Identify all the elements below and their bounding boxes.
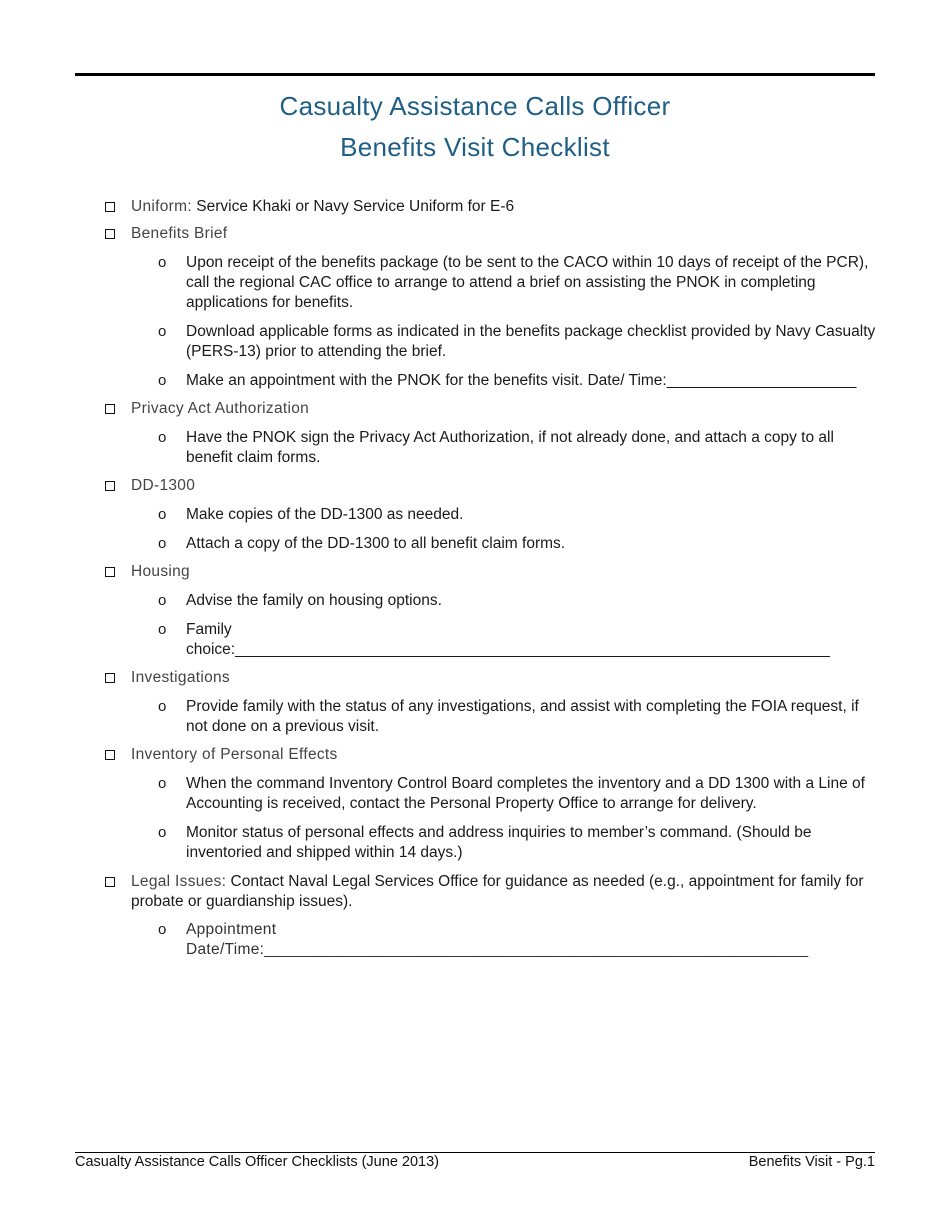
sub-item: [103, 697, 878, 737]
title-line-2: Benefits Visit Checklist: [340, 132, 610, 162]
inventory-label: Inventory of Personal Effects: [131, 746, 338, 763]
bullet: o: [158, 254, 167, 271]
sub-item: [103, 591, 878, 611]
sub-item-text: Upon receipt of the benefits package (to be sent to the CACO within 10 days of receipt of the PCR), call the regional CAC office to arrange to attend a brief on assisting the PNOK in completing applications for benefits.: [186, 254, 869, 311]
sub-item-text: Make an appointment with the PNOK for the benefits visit. Date/ Time:______________________: [186, 372, 857, 389]
bullet: o: [158, 921, 167, 938]
uniform-text: Service Khaki or Navy Service Uniform for E-6: [191, 198, 515, 215]
item-inventory: [103, 745, 878, 765]
uniform-label: Uniform:: [131, 198, 192, 215]
sub-item-text: Advise the family on housing options.: [186, 592, 442, 609]
checkbox[interactable]: [105, 404, 115, 414]
item-uniform: [103, 197, 878, 217]
bullet: o: [158, 429, 167, 446]
sub-item: [103, 322, 878, 362]
sub-item-text: When the command Inventory Control Board completes the inventory and a DD 1300 with a Line of Accounting is received, contact the Personal Property Office to arrange for delivery.: [186, 775, 865, 812]
checkbox[interactable]: [105, 750, 115, 760]
item-investigations: [103, 668, 878, 688]
dd1300-label: DD-1300: [131, 477, 196, 494]
title-line-1: Casualty Assistance Calls Officer: [279, 91, 671, 121]
benefits-brief-label: Benefits Brief: [131, 225, 228, 242]
checkbox[interactable]: [105, 481, 115, 491]
sub-item: [103, 371, 878, 391]
footer-rule: [75, 1152, 875, 1153]
sub-item-text: Appointment Date/Time:_____________________________________________________________: [186, 921, 809, 958]
sub-item: [103, 428, 878, 468]
checkbox[interactable]: [105, 229, 115, 239]
sub-item-text: Make copies of the DD-1300 as needed.: [186, 506, 464, 523]
checkbox[interactable]: [105, 877, 115, 887]
bullet: o: [158, 698, 167, 715]
sub-item-text: Family choice:_____________________________________________________________________: [186, 621, 830, 658]
investigations-label: Investigations: [131, 669, 230, 686]
checklist: [103, 197, 878, 960]
sub-item-text: Download applicable forms as indicated in the benefits package checklist provided by Navy Casualty (PERS-13) prior to attending the brief.: [186, 323, 876, 360]
footer-left: Casualty Assistance Calls Officer Checklists (June 2013): [75, 1154, 439, 1170]
page-title: [75, 86, 875, 168]
bullet: o: [158, 592, 167, 609]
checkbox[interactable]: [105, 202, 115, 212]
item-legal: [103, 872, 878, 912]
sub-item: [103, 534, 878, 554]
item-privacy-act: [103, 399, 878, 419]
sub-item: [103, 620, 878, 660]
top-rule: [75, 73, 875, 76]
checkbox[interactable]: [105, 567, 115, 577]
bullet: o: [158, 775, 167, 792]
footer-page-number: Benefits Visit - Pg.1: [748, 1154, 875, 1170]
checkbox[interactable]: [105, 673, 115, 683]
item-housing: [103, 562, 878, 582]
sub-item: [103, 774, 878, 814]
legal-label: Legal Issues:: [131, 873, 227, 890]
item-benefits-brief: [103, 224, 878, 244]
sub-item: [103, 505, 878, 525]
housing-label: Housing: [131, 563, 190, 580]
privacy-act-label: Privacy Act Authorization: [131, 400, 310, 417]
bullet: o: [158, 535, 167, 552]
sub-item: [103, 253, 878, 313]
sub-item-text: Provide family with the status of any investigations, and assist with completing the FOIA request, if not done on a previous visit.: [186, 698, 859, 735]
sub-item-text: Have the PNOK sign the Privacy Act Authorization, if not already done, and attach a copy to all benefit claim forms.: [186, 429, 834, 466]
bullet: o: [158, 824, 167, 841]
sub-item: [103, 823, 878, 863]
bullet: o: [158, 372, 167, 389]
item-dd1300: [103, 476, 878, 496]
legal-text: Contact Naval Legal Services Office for guidance as needed (e.g., appointment for family for probate or guardianship issues).: [131, 873, 864, 910]
bullet: o: [158, 323, 167, 340]
sub-item: [103, 920, 878, 960]
sub-item-text: Monitor status of personal effects and address inquiries to member’s command. (Should be inventoried and shipped within 14 days.): [186, 824, 812, 861]
sub-item-text: Attach a copy of the DD-1300 to all benefit claim forms.: [186, 535, 566, 552]
bullet: o: [158, 506, 167, 523]
bullet: o: [158, 621, 167, 638]
